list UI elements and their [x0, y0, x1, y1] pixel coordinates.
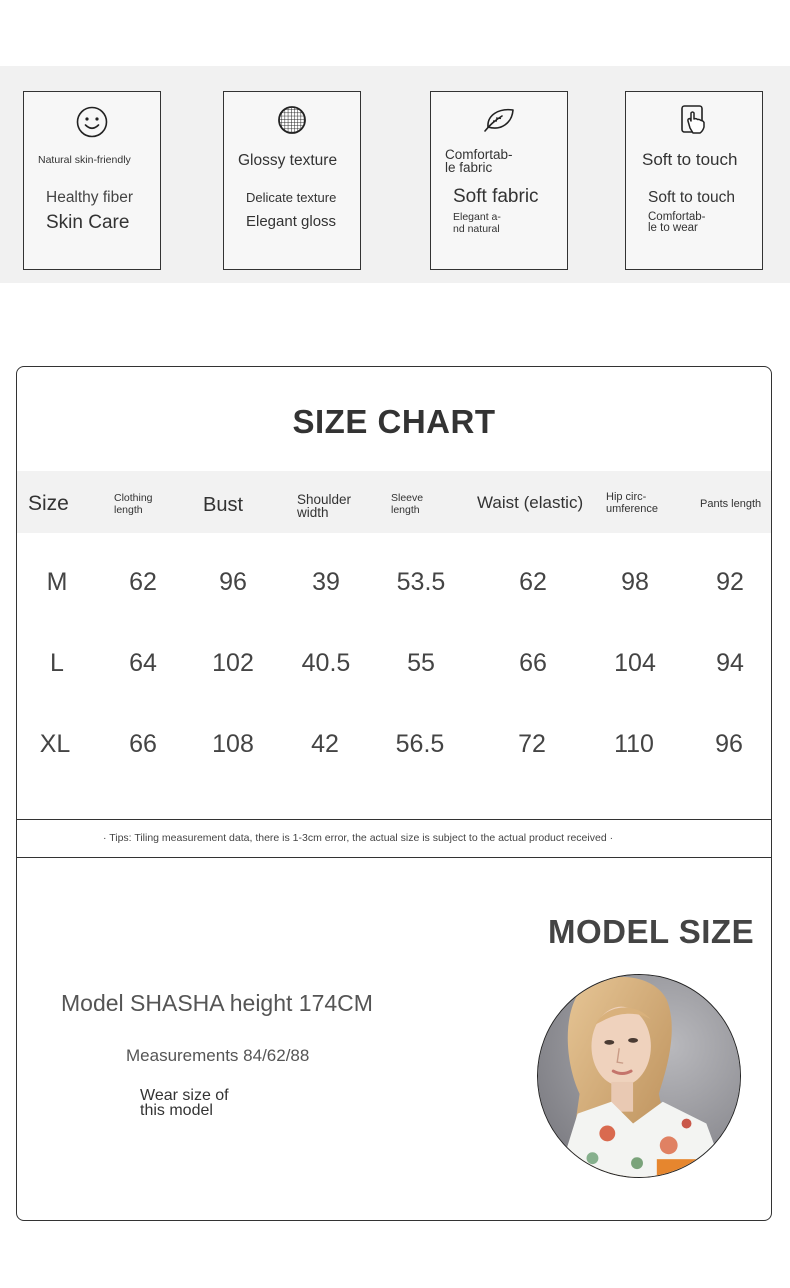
feature-text: Elegant a-	[453, 211, 501, 223]
sleeve-cell: 55	[407, 649, 435, 677]
feature-text: Soft to touch	[642, 150, 738, 169]
feature-text: nd natural	[453, 223, 500, 235]
waist-cell: 72	[518, 730, 546, 758]
size-chart-title: SIZE CHART	[292, 403, 496, 440]
size-cell: M	[46, 568, 68, 596]
hip-cell: 104	[614, 649, 656, 677]
shoulder-cell: 42	[311, 730, 339, 758]
hip-cell: 98	[621, 568, 649, 596]
feature-card-skin-care	[23, 91, 161, 270]
clothing-length-cell: 64	[129, 649, 157, 677]
smiley-icon	[24, 104, 160, 140]
feature-text: Skin Care	[46, 212, 130, 233]
feature-text: le fabric	[445, 160, 493, 175]
model-wear-size: this model	[140, 1102, 213, 1119]
feature-text: Delicate texture	[246, 190, 337, 205]
tips-note: · Tips: Tiling measurement data, there is 1-3cm error, the actual size is subject to the actual product received ·	[103, 832, 614, 844]
feature-text: Soft to touch	[648, 189, 736, 206]
model-height: Model SHASHA height 174CM	[61, 990, 373, 1016]
features-band	[0, 66, 790, 283]
feature-card-glossy	[223, 91, 361, 270]
divider	[17, 857, 771, 858]
hip-cell: 110	[614, 730, 654, 758]
clothing-length-cell: 66	[129, 730, 157, 758]
shoulder-cell: 40.5	[301, 649, 351, 677]
bust-cell: 108	[212, 730, 254, 758]
sleeve-cell: 56.5	[395, 730, 445, 758]
header-size: Size	[28, 492, 69, 515]
feature-text: Comfortab-	[445, 147, 513, 162]
header-clothing-length: Clothing	[114, 492, 153, 504]
feature-card-soft-touch	[625, 91, 763, 270]
model-size-title: MODEL SIZE	[548, 913, 755, 950]
pants-length-cell: 96	[715, 730, 743, 758]
feature-text: le to wear	[648, 222, 698, 234]
header-shoulder-width: Shoulder	[297, 492, 352, 507]
header-shoulder-width: width	[297, 505, 329, 520]
header-pants-length: Pants length	[700, 498, 762, 510]
header-hip: Hip circ-	[606, 491, 647, 503]
feature-card-soft-fabric	[430, 91, 568, 270]
sleeve-cell: 53.5	[396, 568, 446, 596]
pants-length-cell: 92	[716, 568, 744, 596]
waist-cell: 62	[519, 568, 547, 596]
clothing-length-cell: 62	[129, 568, 157, 596]
divider	[17, 819, 771, 820]
texture-grid-icon	[224, 102, 360, 138]
size-cell: L	[50, 649, 64, 677]
leaf-icon	[431, 102, 567, 138]
shoulder-cell: 39	[312, 568, 340, 596]
size-chart-panel	[16, 366, 772, 1221]
header-hip: umference	[606, 503, 658, 515]
header-clothing-length: length	[114, 504, 143, 516]
touch-hand-icon	[626, 102, 762, 138]
feature-text: Comfortab-	[648, 211, 706, 223]
header-sleeve-length: Sleeve	[391, 492, 424, 504]
waist-cell: 66	[519, 649, 547, 677]
size-table-header	[17, 471, 771, 533]
header-bust: Bust	[203, 494, 244, 516]
size-cell: XL	[39, 730, 71, 758]
header-sleeve-length: length	[391, 504, 420, 516]
pants-length-cell: 94	[716, 649, 744, 677]
bust-cell: 96	[219, 568, 247, 596]
feature-text: Soft fabric	[453, 186, 539, 207]
model-measurements: Measurements 84/62/88	[126, 1046, 310, 1065]
header-waist: Waist (elastic)	[477, 493, 584, 512]
feature-text: Elegant gloss	[246, 213, 337, 230]
feature-text: Natural skin-friendly	[38, 154, 131, 166]
feature-text: Healthy fiber	[46, 189, 134, 206]
feature-text: Glossy texture	[238, 152, 338, 169]
model-photo	[537, 974, 741, 1178]
bust-cell: 102	[212, 649, 254, 677]
model-wear-size: Wear size of	[140, 1087, 229, 1104]
